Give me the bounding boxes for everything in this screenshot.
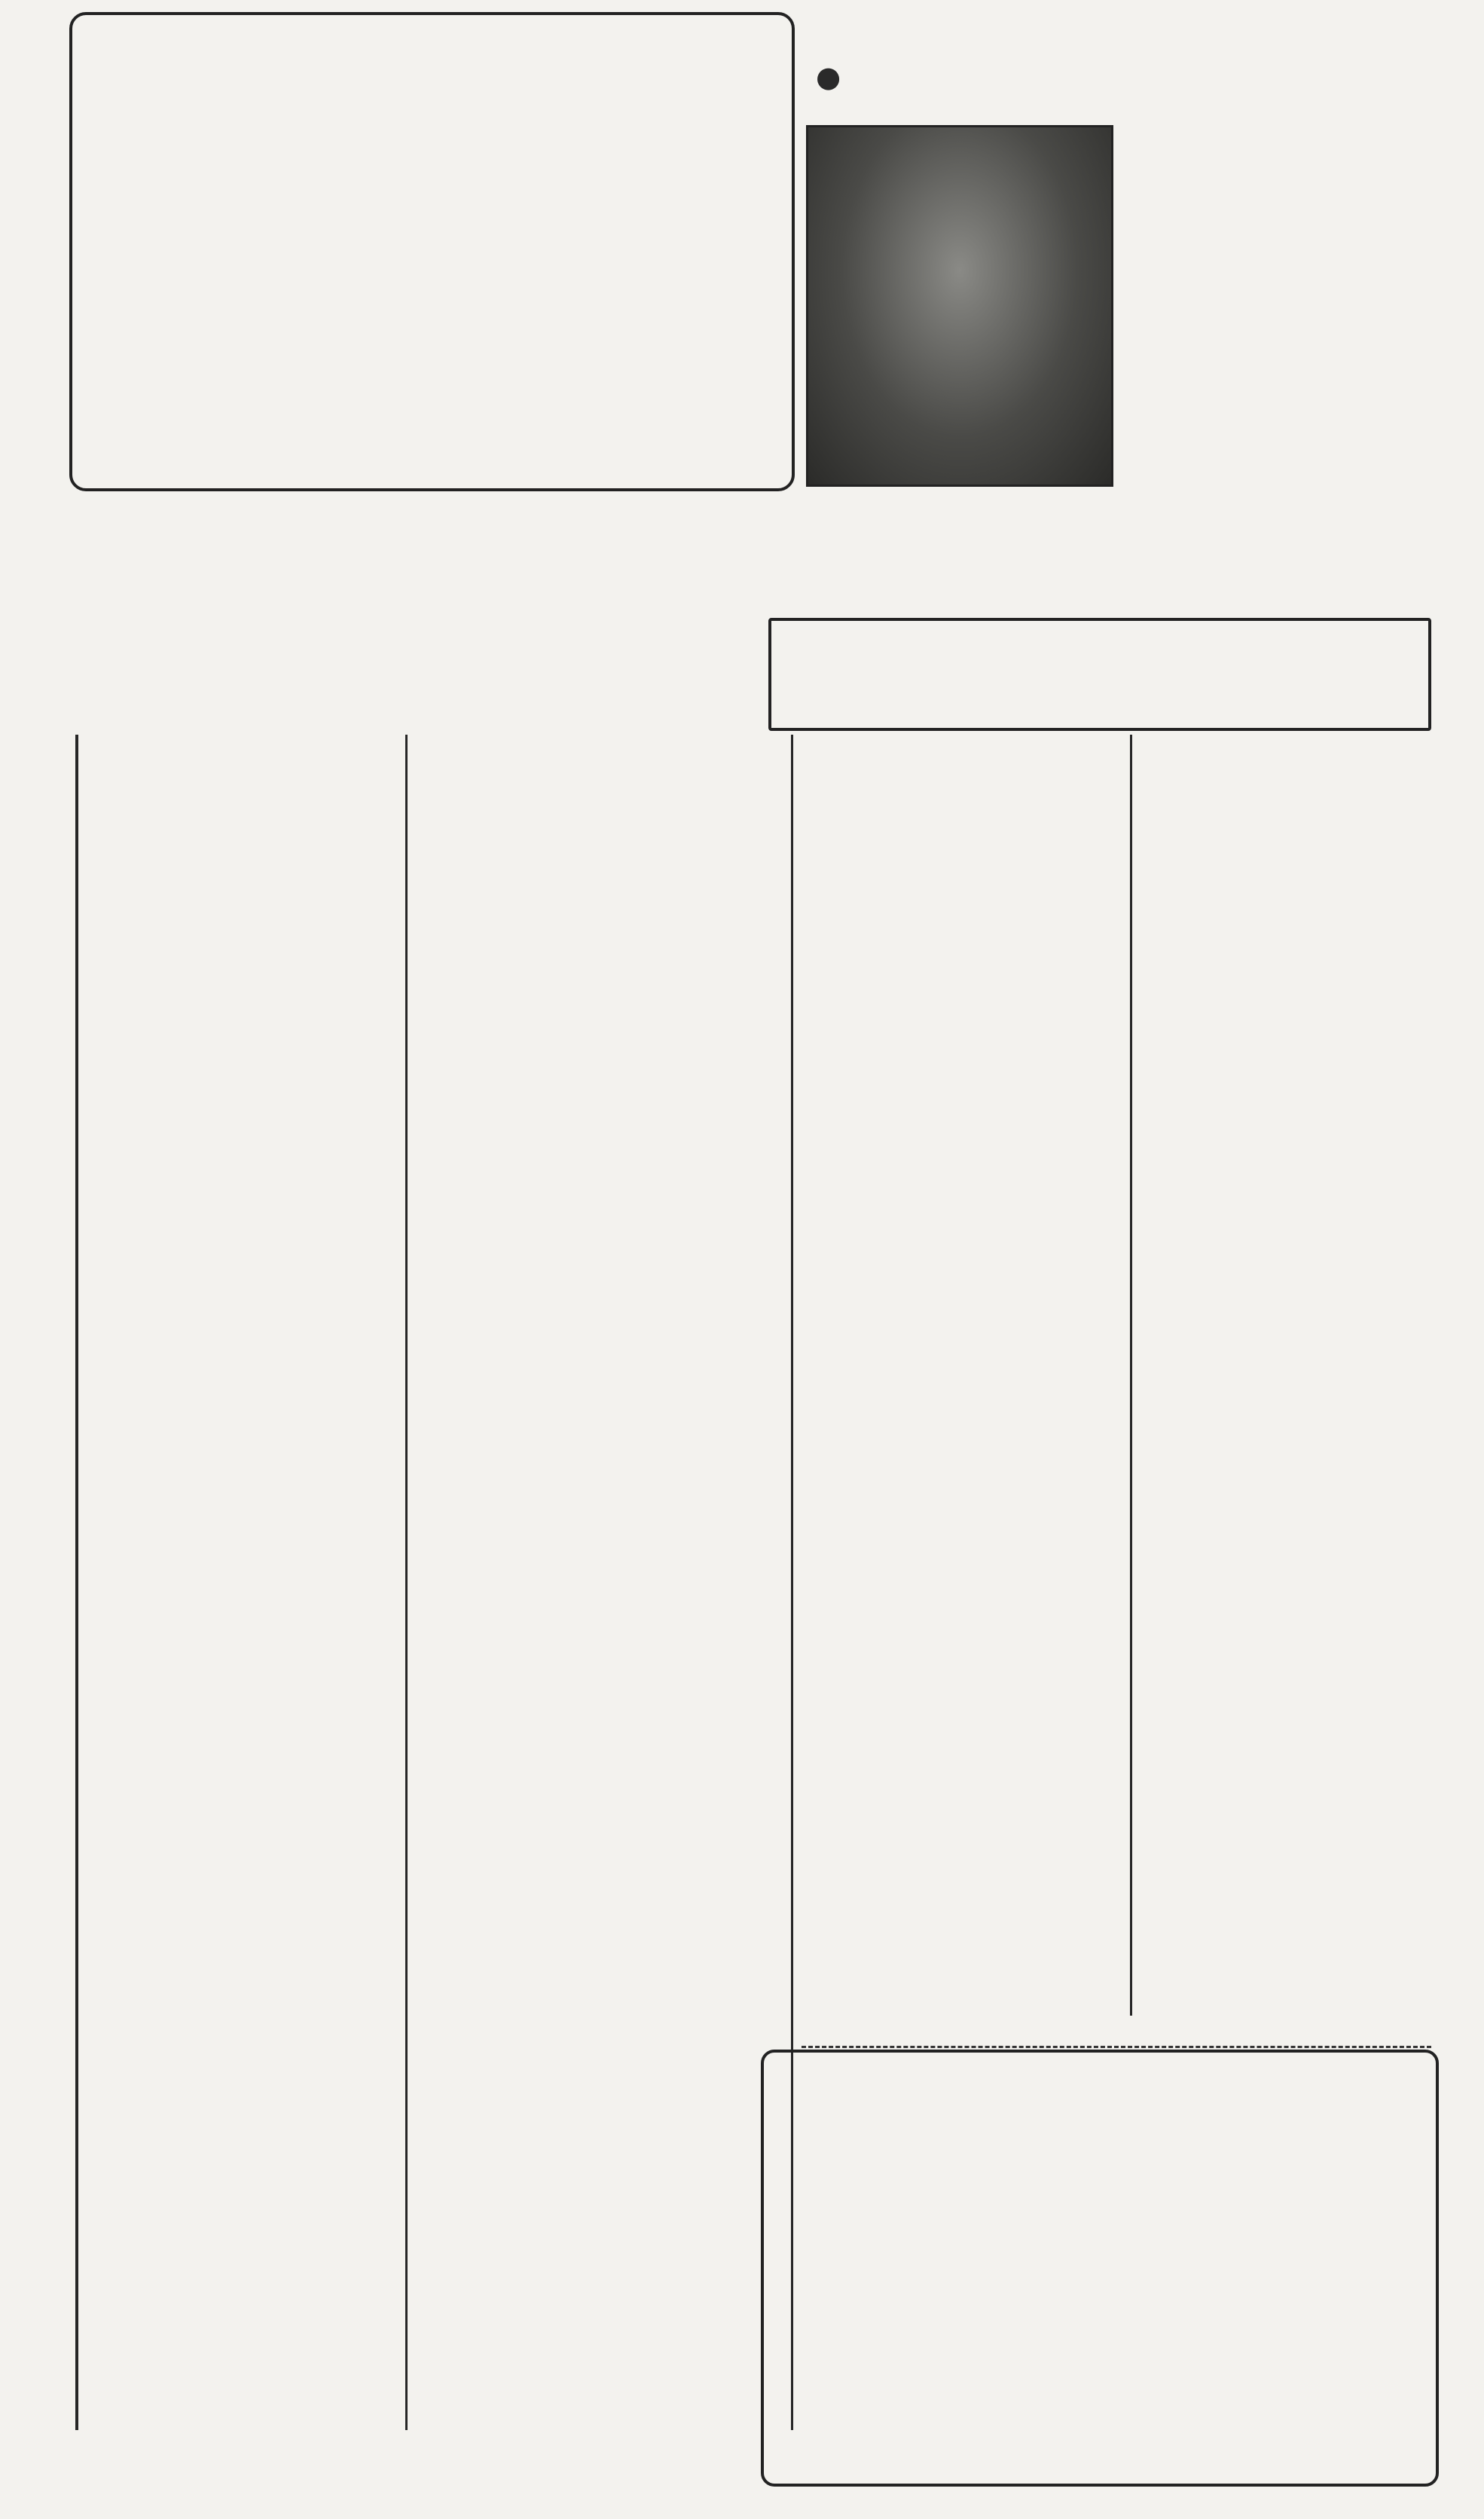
sidebar-text — [782, 2105, 1418, 2472]
deck-text — [783, 630, 1416, 719]
body-column-2 — [416, 742, 783, 2438]
body-column-4 — [1139, 742, 1431, 2038]
sidebar-box — [761, 2050, 1439, 2487]
headline-line1 — [75, 512, 1431, 625]
intro-box — [69, 12, 795, 491]
sidebar-heading — [782, 2063, 1418, 2101]
section-kicker — [816, 54, 1434, 99]
caption-column — [1126, 125, 1431, 487]
intro-text — [90, 29, 774, 475]
headline-line2 — [75, 618, 753, 731]
column-rule-3 — [1130, 735, 1132, 2016]
body-column-1 — [89, 742, 398, 2438]
body-column-3 — [802, 742, 1124, 2038]
deck-box — [768, 618, 1431, 731]
portrait-photo — [806, 125, 1113, 487]
column-rule-1 — [405, 735, 408, 2430]
left-border-rule — [75, 735, 78, 2430]
sidebar-separator — [802, 2046, 1431, 2048]
